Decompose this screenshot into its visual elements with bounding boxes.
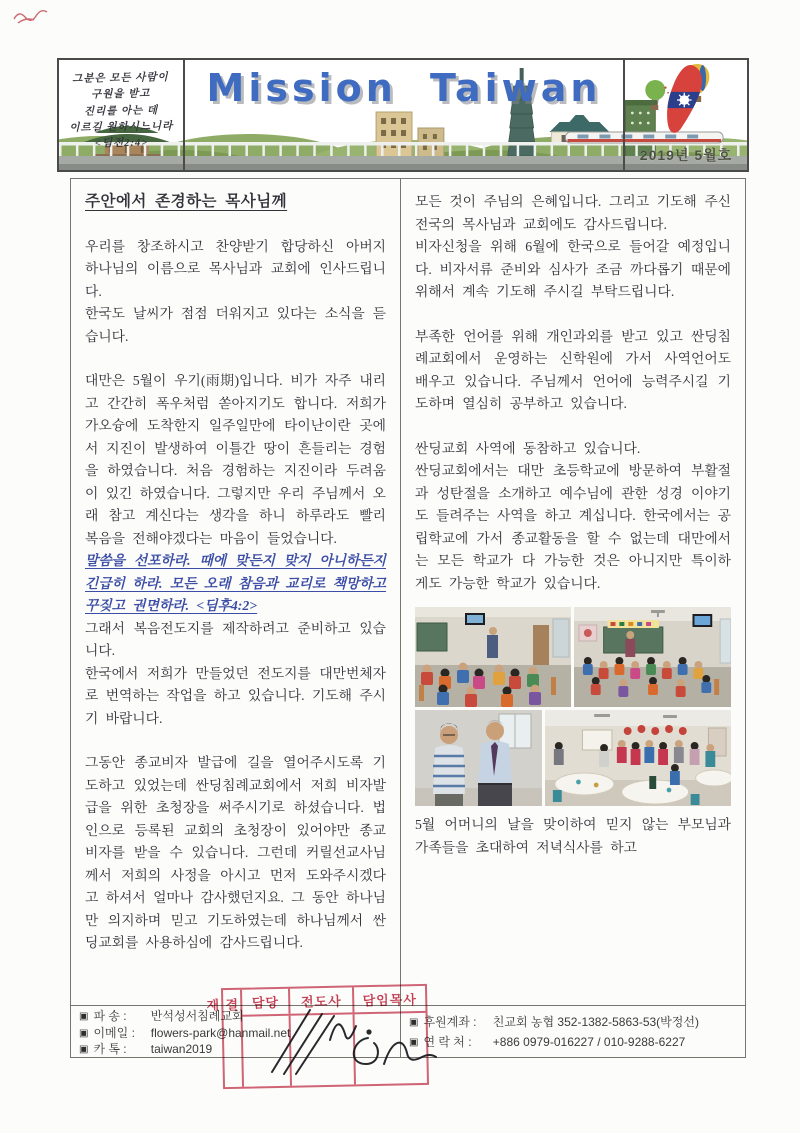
handwritten-scripture-cell — [59, 60, 183, 170]
field-value: 친교회 농협 352-1382-5863-53(박정선) — [492, 1015, 699, 1029]
scripture-line: 그분은 모든 사람이 — [72, 72, 169, 85]
greeting-heading: 주안에서 존경하는 목사님께 — [85, 193, 288, 210]
field-label: 후원계좌 : — [423, 1015, 477, 1029]
paragraph: 대만은 5월이 우기(雨期)입니다. 비가 자주 내리고 간간히 폭우처럼 쏟아지기도 합니다. 저희가 가오슝에 도착한지 일주일만에 타이난이란 곳에서 지진이 발생하여 이틀간 땅이 흔들리는 경험을 하였습니다. 처음 경험하는 지진이라 두려움이 있긴 하였습니다. 그렇지만 우리 주님께서 오래 참고 계신다는 생각을 하니 하루라도 빨리 복음을 전해야겠다는 마음이 들었습니다. — [85, 373, 386, 546]
square-bullet-icon: ▣ — [409, 1037, 419, 1048]
square-bullet-icon: ▣ — [79, 1011, 89, 1022]
field-label: 이메일 : — [93, 1025, 135, 1040]
photo-classroom-1 — [415, 607, 571, 707]
field-value: 반석성서침례교회 — [150, 1009, 244, 1023]
photo-collage — [415, 607, 731, 806]
paragraph: 모든 것이 주님의 은혜입니다. 그리고 기도해 주신 전국의 목사님과 교회에도 감사드립니다. — [415, 194, 731, 232]
scripture-line: 이르길 원하시느니라 — [69, 120, 174, 134]
stamp-col-damdang: 담당 — [242, 989, 291, 1015]
photo-two-missionaries — [415, 710, 542, 806]
field-label: 파 송 : — [93, 1009, 127, 1023]
scripture-reference: <딤전2:4> — [94, 137, 149, 150]
two-column-text — [71, 179, 745, 1005]
scripture-line: 진리를 아는 데 — [83, 104, 159, 118]
newsletter-body — [70, 178, 746, 1058]
paragraph: 싼딩교회 사역에 동참하고 있습니다. — [415, 440, 641, 456]
paragraph: 그래서 복음전도지를 제작하려고 준비하고 있습니다. — [85, 620, 386, 658]
red-pen-scribble — [10, 5, 56, 27]
field-label: 연 락 처 : — [423, 1035, 472, 1049]
handwritten-signatures — [250, 992, 460, 1082]
stamp-col-jeondosa: 전도사 — [290, 987, 354, 1013]
right-column — [401, 179, 745, 1005]
taiwan-flag-island-icon — [653, 62, 719, 144]
bible-verse: 말씀을 선포하라. 때에 맞든지 맞지 아니하든지 긴급히 하라. 모든 오래 참음과 교리로 책망하고 꾸짖고 권면하라. <딤후4:2> — [85, 553, 386, 613]
paragraph: 그동안 종교비자 발급에 길을 열어주시도록 기도하고 있었는데 싼딩침례교회에서 저희 비자발급을 위한 초청장을 써주시기로 하셨습니다. 법인으로 등록된 교회의 초청장이 있어야만 종교비자를 받을 수 있습니다. 그런데 커릴선교사님께서 저희의 사정을 아시고 먼저 도와주시겠다고 하셔서 얼마나 감사했던지요. 그 동안 하나님만 의지하며 믿고 기도하였는데 하나님께서 싼딩교회를 사용하심에 감사드립니다. — [85, 755, 386, 950]
square-bullet-icon: ▣ — [409, 1017, 419, 1028]
field-value: flowers-park@hanmail.net — [150, 1025, 291, 1040]
stamp-approval-label: 결재 — [223, 990, 244, 1087]
stamp-col-damimmoksa: 담임목사 — [362, 992, 418, 1009]
header-divider — [623, 60, 625, 170]
photo-caption: 5월 어머니의 날을 맞이하여 믿지 않는 부모님과 가족들을 초대하여 저녁식사를 하고 — [415, 817, 731, 855]
issue-date: 2019년 5월호 — [639, 147, 733, 163]
paragraph: 한국에서 저희가 만들었던 전도지를 대만번체자로 번역하는 작업을 하고 있습니다. 기도해 주시기 바랍니다. — [85, 665, 386, 726]
photo-classroom-2 — [574, 607, 731, 707]
square-bullet-icon: ▣ — [79, 1044, 89, 1055]
scripture-note — [58, 70, 183, 153]
newsletter-header — [57, 58, 749, 172]
field-value: taiwan2019 — [150, 1042, 213, 1056]
left-column — [71, 179, 401, 1005]
photo-fellowship-dinner — [545, 710, 731, 806]
header-issue-cell — [625, 60, 747, 170]
scripture-line: 구원을 받고 — [90, 88, 151, 101]
header-title-cell — [185, 66, 623, 110]
field-label: 카 톡 : — [93, 1042, 127, 1056]
paragraph: 한국도 날씨가 점점 더워지고 있다는 소식을 듣습니다. — [85, 306, 386, 344]
field-value: +886 0979-016227 / 010-9288-6227 — [492, 1035, 686, 1049]
paragraph: 싼딩교회에서는 대만 초등학교에 방문하여 부활절과 성탄절을 소개하고 예수님에 관한 성경 이야기도 들려주는 사역을 하고 계십니다. 한국에서는 공립학교에 가서 종교활동을 할 수 없는데 대만에서는 모든 학교가 다 가능한 것은 아니지만 특이하게도 가능한 학교가 있습니다. — [415, 463, 731, 591]
paragraph: 비자신청을 위해 6월에 한국으로 들어갈 예정입니다. 비자서류 준비와 심사가 조금 까다롭기 때문에 위해서 계속 기도해 주시길 부탁드립니다. — [415, 239, 731, 299]
paragraph: 우리를 창조하시고 찬양받기 합당하신 아버지 하나님의 이름으로 목사님과 교회에 인사드립니다. — [85, 238, 386, 299]
header-divider — [183, 60, 185, 170]
newsletter-title: Mission Taiwan — [206, 66, 602, 110]
paragraph: 부족한 언어를 위해 개인과외를 받고 있고 싼딩침례교회에서 운영하는 신학원에 가서 사역언어도 배우고 있습니다. 주님께서 언어에 능력주시길 기도하며 열심히 공부하고 있습니다. — [415, 328, 731, 411]
square-bullet-icon: ▣ — [79, 1027, 89, 1039]
